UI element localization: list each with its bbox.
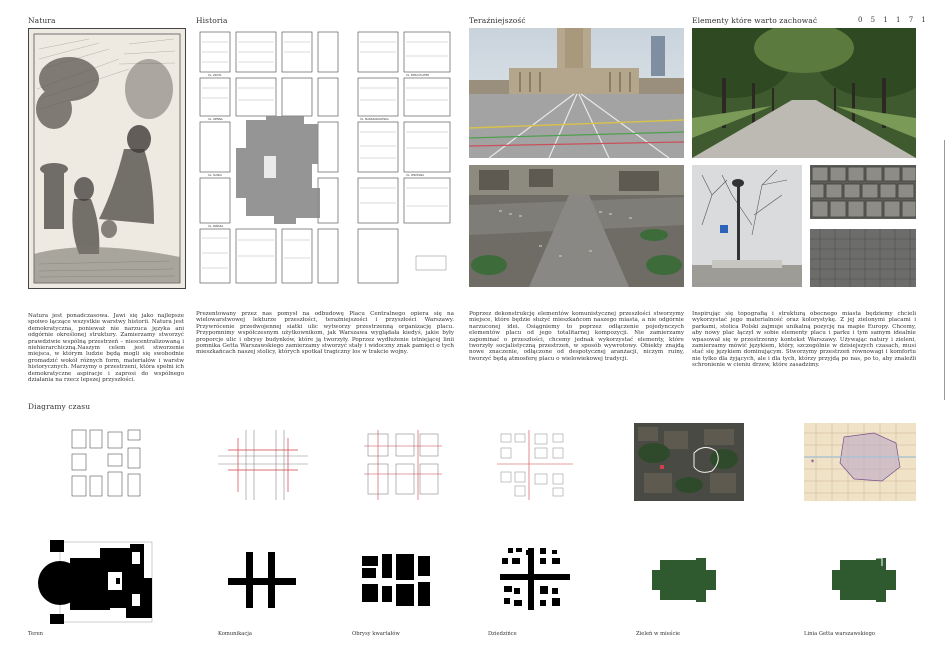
paragraph-elementy: Inspirując się topografią i strukturą obecnego miasta będziemy chcieli wykorzystać jego materialność oraz kolorystykę. Z jej zielonymi placami i parkami, stolica Polski zajmuje unikalną pozycję na mapie Europy. Chcemy, aby nowy plac łączył w sobie elementy placu i parku i tym samym idealnie wpasował się w przestrzenny kontekst Warszawy. Używając natury i zieleni, zamierzamy mówić językiem, który, szczególnie w dzisiejszych czasach, musi stać się językiem dominującym. Stworzymy przestrzeń równowagi i komfortu nie tylko dla żyjących, ale i dla tych, którzy przyjdą po nas, po to, aby znaleźli schronienie w cieniu drzew, które zasadzimy. [692,311,916,369]
map-label: UL. ŚLISKA [208,174,222,177]
map-label: UL. SIENNA [208,118,223,121]
caption-zielen: Zieleń w mieście [636,631,681,637]
header-elementy: Elementy które warto zachować [692,16,818,25]
historical-map [196,28,454,287]
diagram-green-map [634,423,744,501]
paragraph-terazniejszosc: Poprzez dekonstrukcję elementów komunistycznej przeszłości stworzymy miejsce, które będzie służyć mieszkańcom naszego miasta, a nie odgórnie narzuconej idei. Osiągniemy to poprzez odłączenie pojedynczych elementów placu od jego totalitarnej kompozycji. Nie zamierzamy zapominać o przeszłości, chcemy jednak wykorzystać elementy, które tworzyły socjalistyczną przestrzeń, w sposób wywrotowy. Obiekty znajdą nowe znaczenie, odłączone od despotycznej aranżacji, niczym ruiny, tworzyć będą atmosferę placu o wielowiekowej tradycji. [469,311,684,362]
header-historia: Historia [196,16,228,25]
diagram-streets-red [218,430,308,500]
diagram-ghetto-line [832,556,896,604]
header-natura: Natura [28,16,56,25]
photo-aerial-square [469,165,684,287]
caption-komunikacja: Komunikacja [218,631,252,637]
diagram-courtyards [500,548,570,610]
diagram-communication [228,552,296,608]
caption-dziedzince: Dziedzińce [488,631,517,637]
photo-paving [810,229,916,287]
diagram-green-city [652,556,716,604]
map-label: UL. PAŃSKA [208,225,224,228]
map-label: UL. WSPÓLNA [406,174,424,177]
diagram-block-outlines [362,552,432,608]
map-label: UL. ZŁOTA [208,74,222,77]
page-number: 0 5 1 1 7 1 [858,16,929,24]
diagram-terrain [30,538,160,624]
photo-tree-alley [692,28,916,158]
caption-getto: Linia Getta warszawskiego [804,631,875,637]
svg-text:✶: ✶ [810,458,816,465]
map-label: UL. EMILII PLATER [406,74,430,77]
caption-teren: Teren [28,631,44,637]
photo-palace-square [469,28,684,158]
paragraph-historia: Prezentowany przez nas pomysł na odbudowę Placu Centralnego opiera się na wielowarstwowej lekturze przeszłości, teraźniejszości i przyszłości Warszawy. Przywrócenie przedwojennej siatki ulic wytworzy przestrzenną organizację placu. Przypomnimy współczesnym użytkownikom, jak Warszawa wyglądała kiedyś, jakie były proporcje ulic i obrysy budynków, które ją tworzyły. Poprzez wydłużenie istniejącej linii pomnika Getta Warszawskiego zamierzamy stworzyć stały i widoczny znak pamięci o tych mieszkańcach naszej stolicy, których spotkał tragiczny los w trakcie wojny. [196,311,454,356]
paragraph-natura: Natura jest ponadczasowa. Jawi się jako najlepsze spoiwo łączące wszystkie warstwy historii. Natura jest demokratyczna, ponieważ nie narzuca języka ani odgórnie określonej struktury. Zamierzamy stworzyć prawdziwie wspólną przestrzeń – niescentralizowaną i niehierarchiczną.Naszym celem jest stworzenie miejsca, w którym ludzie będą mogli się swobodnie gromadzić wokół różnych form, materiałów i warstw historycznych. Marzymy o przestrzeni, która spełni ich demokratyczne aspiracje i zaprosi do wspólnego działania na rzecz lepszej przyszłości. [28,313,184,384]
diagram-ghetto-map [804,423,916,501]
page-edge-rule [944,140,945,400]
map-label: UL. MARSZAŁKOWSKA [360,118,389,121]
photo-cobblestones [810,165,916,219]
photo-lamp-post [692,165,802,287]
diagram-courtyards-outline [495,430,575,500]
caption-obrysy: Obrysy kwartałów [352,631,400,637]
diagram-blocks-outline-1 [70,428,155,500]
diagrams-title: Diagramy czasu [28,402,91,411]
header-terazniejszosc: Teraźniejszość [469,16,526,25]
engraving-image [28,28,186,289]
diagram-streets-red-2 [358,430,443,500]
